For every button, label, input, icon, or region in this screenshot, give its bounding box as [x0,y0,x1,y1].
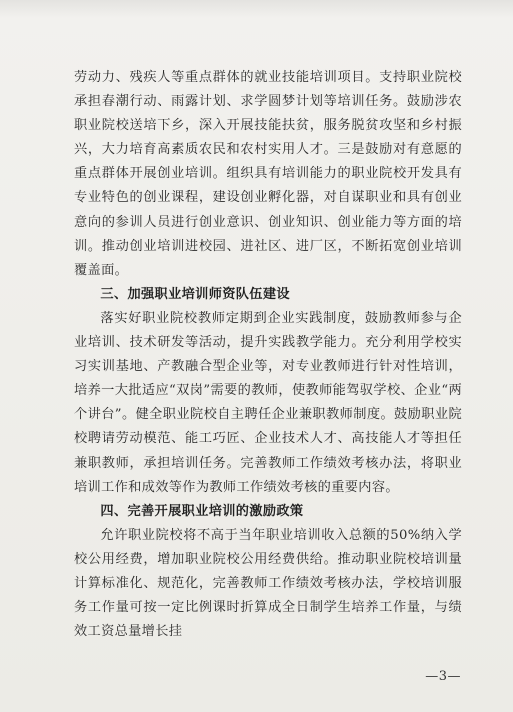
document-body [74,66,462,644]
paragraph-incentives: 允许职业院校将不高于当年职业培训收入总额的50%纳入学校公用经费，增加职业院校公用经费供给。推动职业院校培训量计算标准化、规范化，完善教师工作绩效考核办法，学校培训服务工作量可按一定比例课时折算成全日制学生培养工作量，与绩效工资总量增长挂 [74,527,462,640]
paragraph-teachers: 落实好职业院校教师定期到企业实践制度，鼓励教师参与企业培训、技术研发等活动，提升实践教学能力。充分利用学校实习实训基地、产教融合型企业等，对专业教师进行针对性培训，培养一大批适应“双岗”需要的教师，使教师能驾驭学校、企业“两个讲台”。健全职业院校自主聘任企业兼职教师制度。鼓励职业院校聘请劳动模范、能工巧匠、企业技术人才、高技能人才等担任兼职教师，承担培训任务。完善教师工作绩效考核办法，将职业培训工作和成效等作为教师工作绩效考核的重要内容。 [74,310,462,495]
section-heading-3: 三、加强职业培训师资队伍建设 [100,286,290,302]
scan-shadow [0,0,513,18]
page-number: —3— [425,669,461,684]
section-heading-4: 四、完善开展职业培训的激励政策 [100,503,304,519]
paragraph-continued: 劳动力、残疾人等重点群体的就业技能培训项目。支持职业院校承担春潮行动、雨露计划、求学圆梦计划等培训任务。鼓励涉农职业院校送培下乡，深入开展技能扶贫，服务脱贫攻坚和乡村振兴，大力培育高素质农民和农村实用人才。三是鼓励对有意愿的重点群体开展创业培训。组织具有培训能力的职业院校开发具有专业特色的创业课程，建设创业孵化器，对自谋职业和具有创业意向的参训人员进行创业意识、创业知识、创业能力等方面的培训。推动创业培训进校园、进社区、进厂区，不断拓宽创业培训覆盖面。 [74,70,462,278]
